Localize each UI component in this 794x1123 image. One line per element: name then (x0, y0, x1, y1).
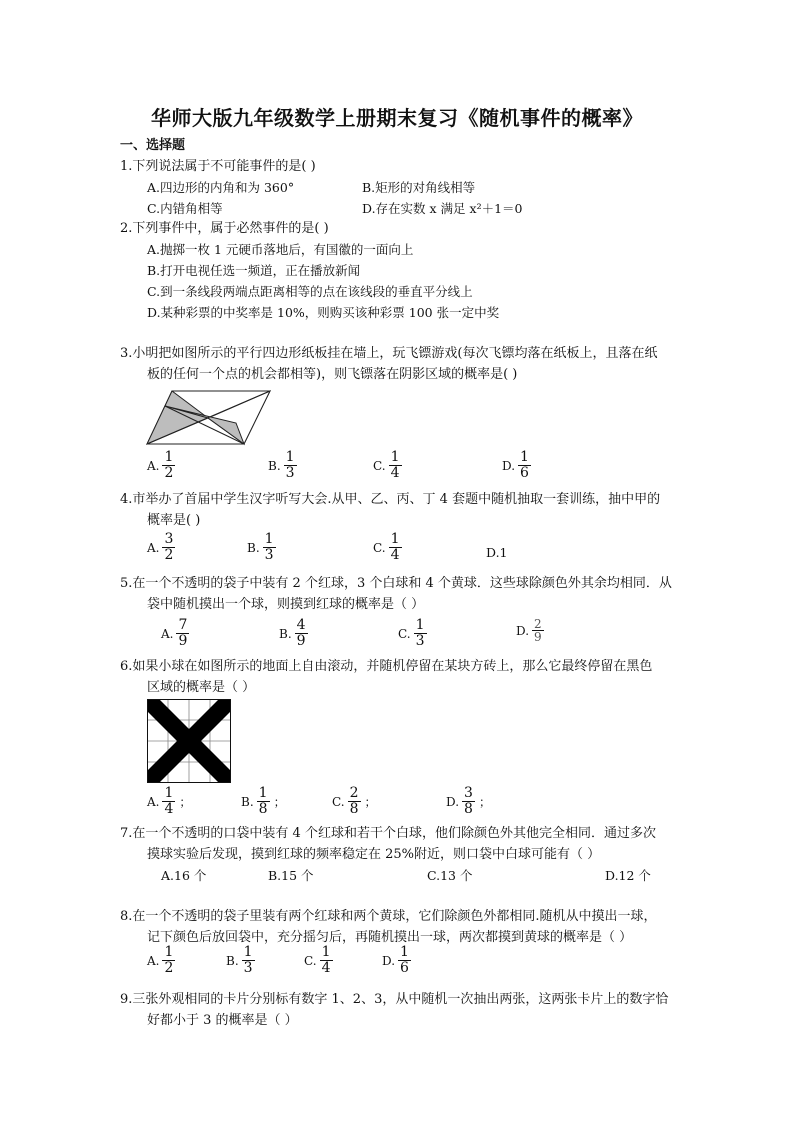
option-label: A. (147, 794, 160, 809)
fraction-numerator: 7 (178, 617, 188, 633)
fraction-numerator: 1 (164, 449, 174, 465)
q6-option-a (147, 786, 191, 817)
fraction (242, 945, 255, 976)
fraction (389, 450, 402, 481)
q3-line2: 板的任何一个点的机会都相等)，则飞镖落在阴影区域的概率是( ) (147, 367, 518, 382)
fraction (320, 945, 333, 976)
q7-option-d: D.12 个 (605, 868, 651, 883)
fraction-numerator: 1 (164, 944, 174, 960)
q6-option-b (241, 786, 286, 817)
q1-stem: 1.下列说法属于不可能事件的是( ) (120, 159, 316, 174)
fraction-numerator: 1 (243, 944, 253, 960)
fraction-numerator: 4 (296, 617, 306, 633)
q4-line1: 4.市举办了首届中学生汉字听写大会.从甲、乙、丙、丁 4 套题中随机抽取一套训练，抽中甲的 (120, 492, 661, 507)
option-label: C. (373, 458, 386, 473)
q8-option-b (226, 945, 255, 976)
fraction-denominator: 4 (390, 547, 400, 563)
fraction-denominator: 4 (390, 465, 400, 481)
option-label: A. (147, 458, 160, 473)
fraction-numerator: 1 (264, 531, 274, 547)
fraction (162, 450, 175, 481)
q1-option-a: A.四边形的内角和为 360° (147, 180, 295, 195)
q2-stem: 2.下列事件中，属于必然事件的是( ) (120, 221, 329, 236)
q8-option-a (147, 945, 175, 976)
q5-line2: 袋中随机摸出一个球，则摸到红球的概率是（ ） (147, 597, 425, 612)
fraction (532, 618, 544, 643)
page-title: 华师大版九年级数学上册期末复习《随机事件的概率》 (151, 106, 643, 130)
q2-option-b: B.打开电视任选一频道，正在播放新闻 (147, 263, 361, 278)
option-label: B. (247, 540, 260, 555)
q8-line1: 8.在一个不透明的袋子里装有两个红球和两个黄球，它们除颜色外都相同.随机从中摸出一球， (120, 909, 657, 924)
q5-option-b (279, 618, 308, 649)
fraction (389, 532, 402, 563)
q1-option-b: B.矩形的对角线相等 (362, 180, 476, 195)
fraction-numerator: 1 (390, 449, 400, 465)
option-label: D. (382, 953, 396, 968)
fraction-denominator: 4 (321, 960, 331, 976)
q4-line2: 概率是( ) (147, 513, 201, 528)
fraction-numerator: 1 (390, 531, 400, 547)
fraction (176, 618, 189, 649)
fraction (263, 532, 276, 563)
option-label: B. (226, 953, 239, 968)
fraction-denominator: 4 (164, 801, 174, 817)
fraction-denominator: 9 (534, 630, 542, 644)
q5-line1: 5.在一个不透明的袋子中装有 2 个红球，3 个白球和 4 个黄球．这些球除颜色外其余均相同．从 (120, 576, 672, 591)
option-label: C. (398, 626, 411, 641)
q8-line2: 记下颜色后放回袋中，充分摇匀后，再随机摸出一球，两次都摸到黄球的概率是（ ） (147, 930, 633, 945)
fraction (284, 450, 297, 481)
fraction (348, 786, 361, 817)
fraction-numerator: 1 (520, 449, 529, 465)
q2-option-a: A.抛掷一枚 1 元硬币落地后，有国徽的一面向上 (147, 242, 414, 257)
option-label: C. (373, 540, 386, 555)
q4-option-b (247, 532, 276, 563)
q4-option-d: D.1 (486, 545, 508, 560)
q2-option-c: C.到一条线段两端点距离相等的点在该线段的垂直平分线上 (147, 284, 473, 299)
fraction-denominator: 3 (243, 960, 253, 976)
q5-option-a (161, 618, 189, 649)
fraction (462, 786, 475, 817)
option-suffix: ； (273, 795, 286, 809)
fraction-numerator: 1 (285, 449, 295, 465)
fraction-denominator: 3 (285, 465, 295, 481)
option-label: A. (147, 953, 160, 968)
fraction-denominator: 9 (178, 633, 188, 649)
q7-option-c: C.13 个 (427, 868, 473, 883)
option-label: B. (241, 794, 254, 809)
q7-option-a: A.16 个 (161, 868, 207, 883)
q3-option-a (147, 450, 175, 481)
option-suffix: ； (478, 795, 491, 809)
q2-option-d: D.某种彩票的中奖率是 10%，则购买该种彩票 100 张一定中奖 (147, 305, 500, 320)
fraction (162, 532, 175, 563)
fraction-numerator: 1 (258, 785, 268, 801)
fraction (398, 945, 411, 976)
fraction-denominator: 8 (258, 801, 268, 817)
tile-floor-figure (147, 699, 231, 783)
fraction-numerator: 3 (464, 785, 473, 801)
fraction (295, 618, 308, 649)
fraction-denominator: 3 (415, 633, 425, 649)
option-suffix: ； (179, 795, 192, 809)
q6-option-c (332, 786, 377, 817)
q3-line1: 3.小明把如图所示的平行四边形纸板挂在墙上，玩飞镖游戏(每次飞镖均落在纸板上，且落在纸 (120, 346, 658, 361)
option-label: B. (279, 626, 292, 641)
option-label: A. (161, 626, 174, 641)
q3-option-d (502, 450, 531, 481)
fraction-numerator: 1 (164, 785, 174, 801)
section-heading: 一、选择题 (120, 138, 186, 153)
fraction-denominator: 6 (520, 465, 529, 481)
fraction-denominator: 2 (164, 960, 174, 976)
parallelogram-figure (146, 390, 272, 446)
fraction (257, 786, 270, 817)
q4-option-c (373, 532, 402, 563)
fraction-denominator: 8 (349, 801, 359, 817)
q1-option-c: C.内错角相等 (147, 201, 223, 216)
q6-line2: 区域的概率是（ ） (147, 680, 256, 695)
q3-option-b (268, 450, 297, 481)
option-label: A. (147, 540, 160, 555)
q8-option-c (304, 945, 333, 976)
q6-line1: 6.如果小球在如图所示的地面上自由滚动，并随机停留在某块方砖上，那么它最终停留在黑色 (120, 659, 653, 674)
q7-line2: 摸球实验后发现，摸到红球的频率稳定在 25%附近，则口袋中白球可能有（ ） (147, 847, 601, 862)
q7-option-b: B.15 个 (268, 868, 314, 883)
q3-option-c (373, 450, 402, 481)
option-label: D. (502, 458, 516, 473)
option-label: D. (446, 794, 460, 809)
fraction-denominator: 2 (164, 465, 174, 481)
q7-line1: 7.在一个不透明的口袋中装有 4 个红球和若干个白球，他们除颜色外其他完全相同．通过多次 (120, 826, 656, 841)
q6-option-d (446, 786, 491, 817)
option-label: C. (304, 953, 317, 968)
fraction-denominator: 8 (464, 801, 473, 817)
q5-option-c (398, 618, 427, 649)
q8-option-d (382, 945, 411, 976)
fraction-denominator: 2 (164, 547, 174, 563)
fraction-numerator: 1 (321, 944, 331, 960)
option-label: D. (516, 623, 530, 638)
fraction-denominator: 9 (296, 633, 306, 649)
fraction (414, 618, 427, 649)
fraction (162, 786, 175, 817)
q4-option-a (147, 532, 175, 563)
q9-line1: 9.三张外观相同的卡片分别标有数字 1、2、3，从中随机一次抽出两张，这两张卡片上的数字恰 (120, 992, 669, 1007)
fraction-denominator: 3 (264, 547, 274, 563)
fraction-numerator: 2 (349, 785, 359, 801)
fraction-denominator: 6 (400, 960, 409, 976)
q1-option-d: D.存在实数 x 满足 x²＋1＝0 (362, 201, 523, 216)
fraction-numerator: 2 (534, 617, 542, 631)
fraction (162, 945, 175, 976)
fraction-numerator: 1 (400, 944, 409, 960)
option-label: B. (268, 458, 281, 473)
fraction (518, 450, 531, 481)
q5-option-d (516, 618, 544, 643)
q9-line2: 好都小于 3 的概率是（ ） (147, 1013, 298, 1028)
fraction-numerator: 3 (164, 531, 174, 547)
option-suffix: ； (364, 795, 377, 809)
fraction-numerator: 1 (415, 617, 425, 633)
option-label: C. (332, 794, 345, 809)
